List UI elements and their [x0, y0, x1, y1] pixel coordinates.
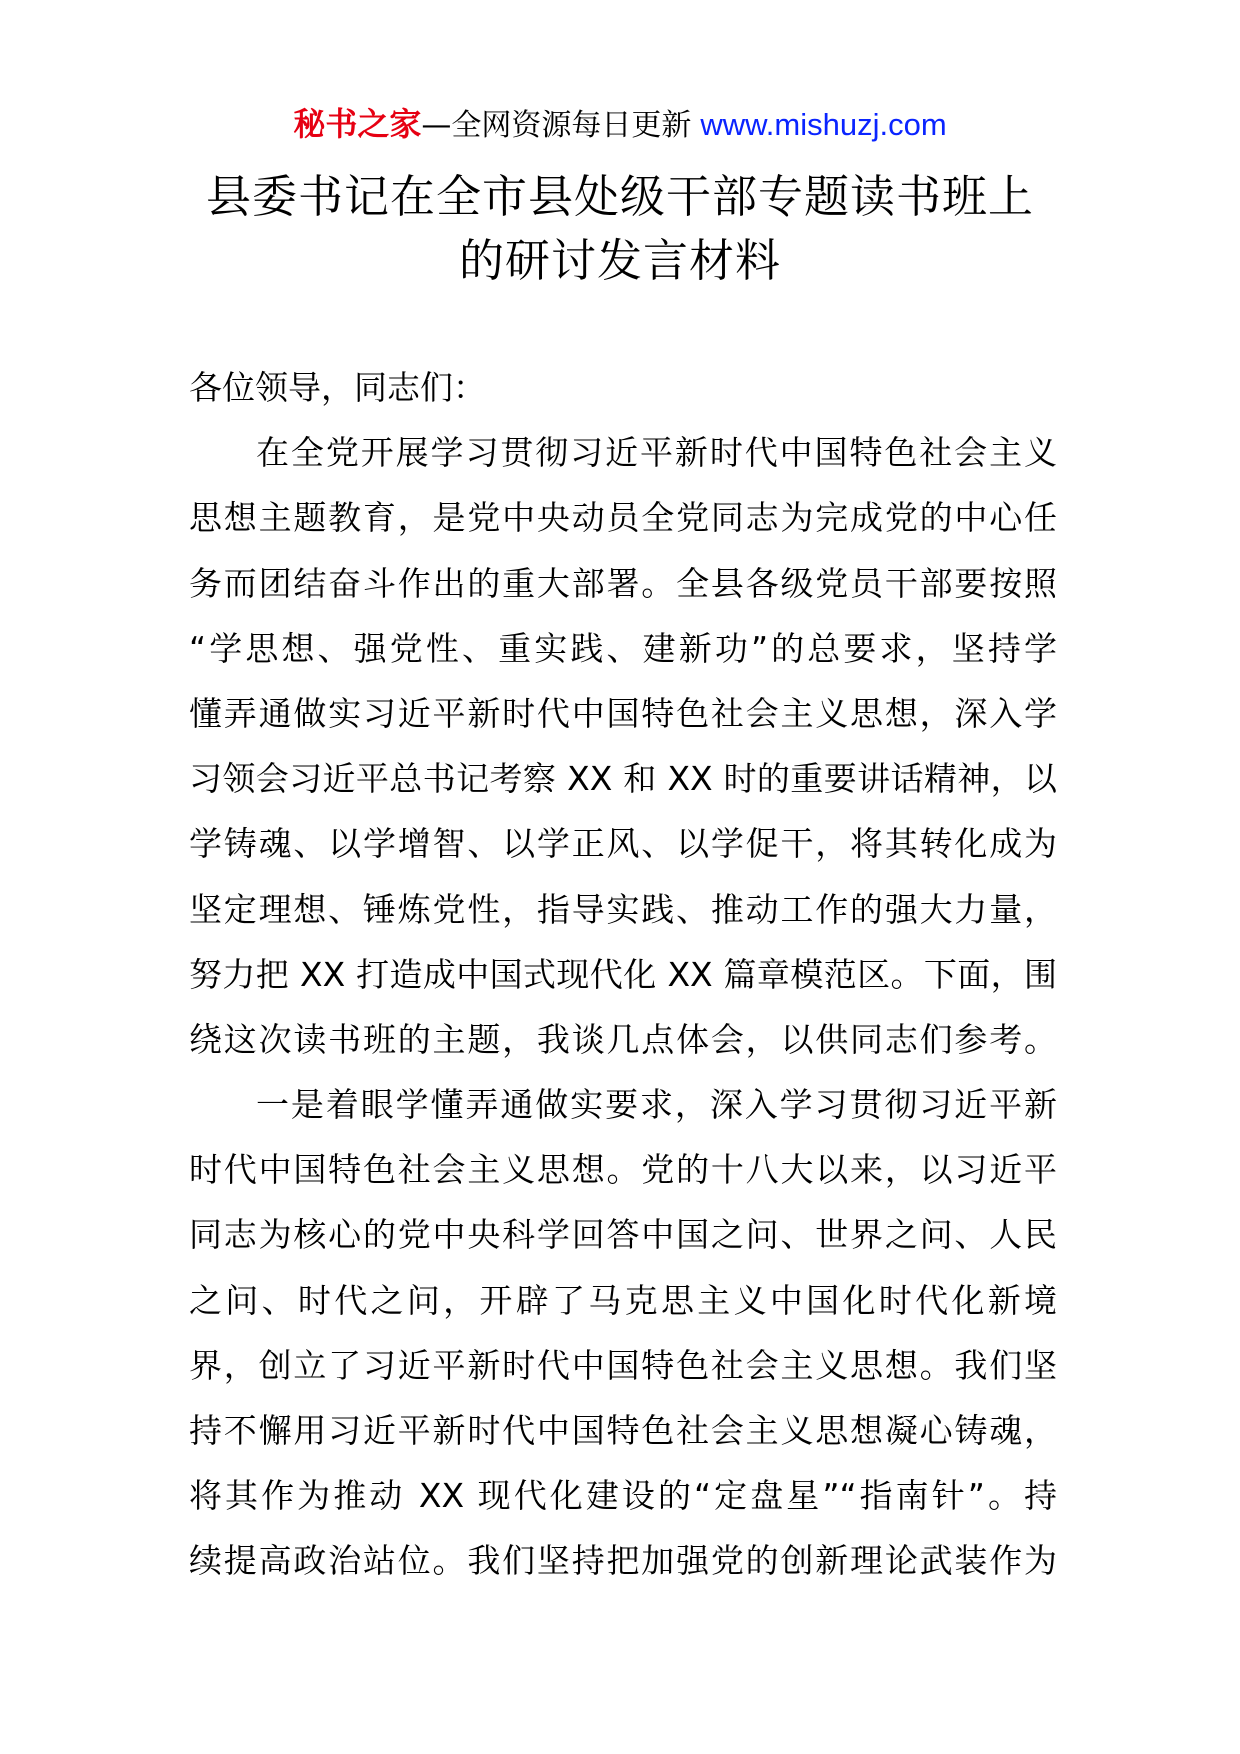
paragraph-line: 一是着眼学懂弄通做实要求，深入学习贯彻习近平新: [256, 1085, 1057, 1125]
paragraph-line: 懂弄通做实习近平新时代中国特色社会主义思想，深入学: [189, 693, 1057, 733]
title-line: 的研讨发言材料: [458, 234, 781, 287]
paragraph-line: “学思想、强党性、重实践、建新功”的总要求，坚持学: [189, 628, 1057, 668]
paragraph-line: 学铸魂、以学增智、以学正风、以学促干，将其转化成为: [189, 824, 1057, 864]
paragraph-line: 思想主题教育，是党中央动员全党同志为完成党的中心任: [189, 498, 1057, 538]
paragraph-line: 务而团结奋斗作出的重大部署。全县各级党员干部要按照: [189, 563, 1057, 603]
paragraph-line: 时代中国特色社会主义思想。党的十八大以来，以习近平: [189, 1150, 1057, 1190]
paragraph: [189, 1072, 1057, 1594]
paragraph-line: 习领会习近平总书记考察 XX 和 XX 时的重要讲话精神，以: [189, 759, 1057, 799]
paragraph-line: 努力把 XX 打造成中国式现代化 XX 篇章模范区。下面，围: [189, 954, 1057, 994]
brand-name: 秘书之家: [293, 105, 422, 143]
paragraph-line: 持不懈用习近平新时代中国特色社会主义思想凝心铸魂，: [189, 1411, 1057, 1450]
paragraph-line: 绕这次读书班的主题，我谈几点体会，以供同志们参考。: [189, 1019, 1057, 1059]
paragraph-line: 同志为核心的党中央科学回答中国之问、世界之问、人民: [189, 1215, 1057, 1255]
document-body: [189, 355, 1057, 1594]
site-url: www.mishuzj.com: [700, 107, 947, 142]
paragraph-line: 之问、时代之问，开辟了马克思主义中国化时代化新境: [189, 1280, 1057, 1320]
paragraph-line: 在全党开展学习贯彻习近平新时代中国特色社会主义: [256, 433, 1057, 473]
salutation: 各位领导，同志们：: [189, 368, 486, 407]
paragraph-line: 界，创立了习近平新时代中国特色社会主义思想。我们坚: [189, 1345, 1057, 1385]
paragraph-line: 续提高政治站位。我们坚持把加强党的创新理论武装作为: [189, 1541, 1057, 1581]
document-title: [0, 165, 1240, 293]
paragraph-line: 坚定理想、锤炼党性，指导实践、推动工作的强大力量，: [189, 889, 1057, 929]
site-header: [0, 104, 1240, 146]
paragraph: [189, 420, 1057, 1072]
title-line: 县委书记在全市县处级干部专题读书班上: [205, 170, 1034, 223]
paragraph-line: 将其作为推动 XX 现代化建设的“定盘星”“指南针”。持: [189, 1476, 1057, 1516]
site-tagline: —全网资源每日更新: [421, 108, 692, 143]
